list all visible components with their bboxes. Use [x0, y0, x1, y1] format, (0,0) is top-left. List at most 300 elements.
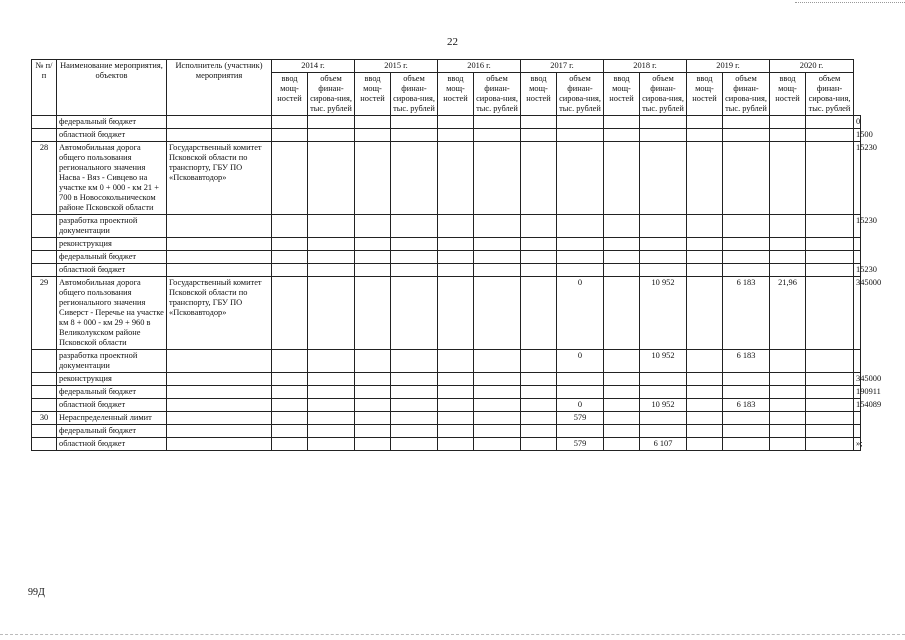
- cell-power: [604, 251, 640, 264]
- subheader-power: ввод мощ-ностей: [272, 73, 308, 116]
- cell-power: [521, 438, 557, 451]
- subheader-power: ввод мощ-ностей: [604, 73, 640, 116]
- scan-edge-bottom: [0, 634, 905, 636]
- cell-power: [521, 386, 557, 399]
- cell-power: [687, 399, 723, 412]
- cell-power: [770, 251, 806, 264]
- subheader-finance: объем финан-сирова-ния, тыс. рублей: [723, 73, 770, 116]
- cell-power: [438, 386, 474, 399]
- cell-power: [770, 264, 806, 277]
- cell-power: [272, 116, 308, 129]
- cell-finance: [308, 116, 355, 129]
- cell-finance: [640, 412, 687, 425]
- cell-finance-2020: 190911: [854, 386, 861, 399]
- cell-power: [438, 215, 474, 238]
- cell-power: [521, 238, 557, 251]
- cell-power: [438, 350, 474, 373]
- cell-finance: [806, 238, 854, 251]
- row-number: [32, 251, 57, 264]
- table-row: [32, 251, 861, 264]
- cell-power: [272, 251, 308, 264]
- cell-finance: [806, 116, 854, 129]
- row-executor: Государственный комитет Псковской области по транспорту, ГБУ ПО «Псковавтодор»: [167, 142, 272, 215]
- cell-power: [604, 116, 640, 129]
- cell-finance: [723, 373, 770, 386]
- subheader-power: ввод мощ-ностей: [355, 73, 391, 116]
- cell-finance: 579: [557, 438, 604, 451]
- cell-power: [272, 277, 308, 350]
- row-name: Нераспределенный лимит: [57, 412, 167, 425]
- cell-finance: [806, 425, 854, 438]
- cell-power: [355, 251, 391, 264]
- row-executor: [167, 238, 272, 251]
- cell-finance: [723, 116, 770, 129]
- header-name: Наименование мероприятия, объектов: [57, 60, 167, 116]
- header-year: 2018 г.: [604, 60, 687, 73]
- cell-power: [604, 438, 640, 451]
- cell-finance: [308, 399, 355, 412]
- cell-finance: [308, 129, 355, 142]
- row-number: [32, 116, 57, 129]
- cell-finance: [474, 251, 521, 264]
- cell-finance: [308, 412, 355, 425]
- row-executor: Государственный комитет Псковской области по транспорту, ГБУ ПО «Псковавтодор»: [167, 277, 272, 350]
- cell-finance: 6 183: [723, 277, 770, 350]
- table-row: [32, 116, 861, 129]
- cell-power: [355, 350, 391, 373]
- cell-power: [355, 277, 391, 350]
- cell-finance: [640, 386, 687, 399]
- cell-finance: 0: [557, 399, 604, 412]
- cell-power: [355, 238, 391, 251]
- header-year: 2019 г.: [687, 60, 770, 73]
- row-name: реконструкция: [57, 373, 167, 386]
- row-name: реконструкция: [57, 238, 167, 251]
- row-executor: [167, 438, 272, 451]
- cell-power: [770, 129, 806, 142]
- table-row: [32, 399, 861, 412]
- cell-power: [687, 264, 723, 277]
- subheader-power: ввод мощ-ностей: [770, 73, 806, 116]
- cell-finance: [557, 425, 604, 438]
- cell-finance: [723, 412, 770, 425]
- header-no: № п/п: [32, 60, 57, 116]
- row-name: федеральный бюджет: [57, 425, 167, 438]
- cell-finance: [474, 142, 521, 215]
- cell-finance: [640, 425, 687, 438]
- row-number: [32, 264, 57, 277]
- cell-power: [355, 215, 391, 238]
- cell-finance: [308, 264, 355, 277]
- cell-power: [521, 373, 557, 386]
- cell-finance: 0: [557, 350, 604, 373]
- header-year: 2015 г.: [355, 60, 438, 73]
- cell-finance: [474, 399, 521, 412]
- subheader-power: ввод мощ-ностей: [521, 73, 557, 116]
- cell-power: [438, 277, 474, 350]
- cell-power: [355, 425, 391, 438]
- cell-finance: [640, 142, 687, 215]
- table-header: [32, 60, 861, 116]
- cell-finance: [474, 129, 521, 142]
- row-executor: [167, 116, 272, 129]
- cell-finance: [308, 238, 355, 251]
- cell-power: [355, 412, 391, 425]
- cell-power: [687, 438, 723, 451]
- cell-finance: [308, 350, 355, 373]
- cell-power: [272, 129, 308, 142]
- cell-finance-2020: [854, 350, 861, 373]
- page-number: 22: [447, 36, 458, 48]
- cell-power: [770, 116, 806, 129]
- cell-finance: [806, 412, 854, 425]
- cell-finance: 10 952: [640, 277, 687, 350]
- subheader-finance: объем финан-сирова-ния, тыс. рублей: [308, 73, 355, 116]
- row-executor: [167, 251, 272, 264]
- subheader-power: ввод мощ-ностей: [687, 73, 723, 116]
- cell-finance-2020: 15230: [854, 264, 861, 277]
- cell-finance: 10 952: [640, 350, 687, 373]
- cell-finance: [308, 438, 355, 451]
- row-number: 29: [32, 277, 57, 350]
- cell-finance: [806, 264, 854, 277]
- row-number: [32, 386, 57, 399]
- cell-power: [272, 386, 308, 399]
- cell-finance: [474, 215, 521, 238]
- cell-finance: [474, 386, 521, 399]
- cell-power: 21,96: [770, 277, 806, 350]
- header-year: 2017 г.: [521, 60, 604, 73]
- row-executor: [167, 129, 272, 142]
- cell-power: [687, 350, 723, 373]
- cell-finance: [723, 238, 770, 251]
- cell-finance: [308, 425, 355, 438]
- cell-finance: [806, 142, 854, 215]
- cell-finance: [806, 251, 854, 264]
- cell-finance: [806, 373, 854, 386]
- cell-power: [438, 142, 474, 215]
- row-name: Автомобильная дорога общего пользования регионального значения Сиверст - Перечье на участке км 8 + 000 - км 29 + 960 в Великолукском районе Псковской области: [57, 277, 167, 350]
- cell-power: [355, 438, 391, 451]
- cell-finance: 6 183: [723, 399, 770, 412]
- cell-power: [521, 399, 557, 412]
- cell-finance: [557, 238, 604, 251]
- row-name: федеральный бюджет: [57, 386, 167, 399]
- cell-finance: [391, 129, 438, 142]
- cell-finance-2020: 345000: [854, 373, 861, 386]
- cell-power: [687, 116, 723, 129]
- cell-finance-2020: [854, 238, 861, 251]
- cell-power: [272, 142, 308, 215]
- cell-power: [604, 129, 640, 142]
- cell-power: [438, 373, 474, 386]
- cell-finance: [557, 373, 604, 386]
- table-row: [32, 350, 861, 373]
- row-name: разработка проектной документации: [57, 215, 167, 238]
- cell-finance: [391, 215, 438, 238]
- row-name: федеральный бюджет: [57, 251, 167, 264]
- cell-power: [521, 277, 557, 350]
- row-executor: [167, 264, 272, 277]
- cell-power: [521, 425, 557, 438]
- cell-power: [687, 386, 723, 399]
- cell-power: [438, 264, 474, 277]
- cell-finance: [391, 142, 438, 215]
- cell-power: [604, 238, 640, 251]
- cell-power: [355, 386, 391, 399]
- cell-power: [272, 412, 308, 425]
- cell-finance: [640, 373, 687, 386]
- table-row: [32, 215, 861, 238]
- cell-finance: [723, 142, 770, 215]
- subheader-finance: объем финан-сирова-ния, тыс. рублей: [806, 73, 854, 116]
- table-row: [32, 142, 861, 215]
- row-name: Автомобильная дорога общего пользования регионального значения Насва - Вяз - Сивцево на участке км 0 + 000 - км 21 + 700 в Новосокольническом районе Псковской области: [57, 142, 167, 215]
- cell-finance: [806, 399, 854, 412]
- cell-power: [604, 277, 640, 350]
- row-number: [32, 438, 57, 451]
- cell-power: [355, 264, 391, 277]
- footer-code: 99Д: [28, 587, 45, 598]
- row-executor: [167, 425, 272, 438]
- cell-power: [438, 129, 474, 142]
- table-row: [32, 238, 861, 251]
- header-year: 2016 г.: [438, 60, 521, 73]
- cell-finance: [723, 215, 770, 238]
- cell-finance: [640, 129, 687, 142]
- cell-finance: [308, 215, 355, 238]
- cell-power: [770, 438, 806, 451]
- cell-power: [438, 238, 474, 251]
- cell-power: [272, 264, 308, 277]
- cell-finance-2020: 1500: [854, 129, 861, 142]
- cell-power: [604, 215, 640, 238]
- cell-finance: [474, 238, 521, 251]
- table-body: [32, 116, 882, 451]
- cell-finance: [806, 438, 854, 451]
- cell-power: [770, 215, 806, 238]
- subheader-finance: объем финан-сирова-ния, тыс. рублей: [474, 73, 521, 116]
- cell-power: [521, 251, 557, 264]
- cell-finance: [723, 129, 770, 142]
- row-number: [32, 238, 57, 251]
- cell-finance: [723, 438, 770, 451]
- cell-finance: [723, 264, 770, 277]
- cell-power: [604, 264, 640, 277]
- cell-finance: [391, 373, 438, 386]
- table-row: [32, 129, 861, 142]
- cell-finance: [557, 264, 604, 277]
- cell-power: [770, 350, 806, 373]
- subheader-finance: объем финан-сирова-ния, тыс. рублей: [557, 73, 604, 116]
- row-number: [32, 129, 57, 142]
- cell-power: [687, 215, 723, 238]
- row-number: [32, 425, 57, 438]
- cell-finance: [308, 251, 355, 264]
- cell-power: [438, 251, 474, 264]
- cell-finance: [640, 116, 687, 129]
- cell-finance: [557, 129, 604, 142]
- cell-power: [272, 238, 308, 251]
- cell-power: [355, 373, 391, 386]
- cell-finance: [474, 264, 521, 277]
- cell-finance: [308, 142, 355, 215]
- table-row: [32, 264, 861, 277]
- cell-power: [438, 116, 474, 129]
- cell-finance: [640, 264, 687, 277]
- cell-power: [604, 373, 640, 386]
- cell-finance: [391, 251, 438, 264]
- cell-power: [604, 412, 640, 425]
- cell-finance: [474, 412, 521, 425]
- table-row: [32, 386, 861, 399]
- cell-power: [687, 412, 723, 425]
- cell-finance-2020: 0: [854, 116, 861, 129]
- subheader-finance: объем финан-сирова-ния, тыс. рублей: [391, 73, 438, 116]
- cell-power: [687, 238, 723, 251]
- cell-finance-2020: 15230: [854, 215, 861, 238]
- row-name: разработка проектной документации: [57, 350, 167, 373]
- subheader-power: ввод мощ-ностей: [438, 73, 474, 116]
- cell-finance: [640, 251, 687, 264]
- cell-power: [272, 399, 308, 412]
- cell-finance: 10 952: [640, 399, 687, 412]
- cell-power: [770, 412, 806, 425]
- cell-finance: [557, 251, 604, 264]
- cell-finance: [640, 215, 687, 238]
- cell-power: [272, 350, 308, 373]
- cell-power: [355, 142, 391, 215]
- cell-power: [521, 412, 557, 425]
- cell-power: [770, 238, 806, 251]
- cell-power: [521, 116, 557, 129]
- cell-finance-2020: [854, 251, 861, 264]
- cell-finance: [474, 438, 521, 451]
- cell-power: [521, 350, 557, 373]
- cell-finance: [557, 142, 604, 215]
- cell-finance: [308, 277, 355, 350]
- cell-finance-2020: [854, 425, 861, 438]
- cell-power: [355, 116, 391, 129]
- table-row: [32, 412, 861, 425]
- cell-power: [604, 142, 640, 215]
- cell-finance: 0: [557, 277, 604, 350]
- cell-finance: [391, 238, 438, 251]
- cell-power: [687, 129, 723, 142]
- cell-finance: 579: [557, 412, 604, 425]
- cell-finance: [723, 386, 770, 399]
- cell-finance-2020: 154089: [854, 399, 861, 412]
- cell-power: [272, 425, 308, 438]
- cell-power: [272, 373, 308, 386]
- cell-power: [521, 142, 557, 215]
- cell-finance: [391, 412, 438, 425]
- row-name: областной бюджет: [57, 129, 167, 142]
- cell-finance: [806, 350, 854, 373]
- row-executor: [167, 350, 272, 373]
- cell-power: [438, 438, 474, 451]
- row-name: областной бюджет: [57, 264, 167, 277]
- row-number: 30: [32, 412, 57, 425]
- cell-power: [687, 425, 723, 438]
- cell-power: [438, 412, 474, 425]
- cell-finance: [806, 215, 854, 238]
- cell-finance-2020: [854, 412, 861, 425]
- row-number: [32, 373, 57, 386]
- row-name: федеральный бюджет: [57, 116, 167, 129]
- cell-power: [604, 399, 640, 412]
- cell-finance: [557, 386, 604, 399]
- cell-finance: [308, 373, 355, 386]
- scan-edge-top: [795, 2, 905, 4]
- cell-power: [604, 350, 640, 373]
- cell-power: [355, 399, 391, 412]
- cell-power: [770, 386, 806, 399]
- cell-finance: 6 183: [723, 350, 770, 373]
- row-executor: [167, 399, 272, 412]
- cell-power: [604, 386, 640, 399]
- cell-finance-2020: 345000: [854, 277, 861, 350]
- cell-power: [687, 251, 723, 264]
- cell-finance: [391, 277, 438, 350]
- cell-finance: [723, 425, 770, 438]
- table-row: [32, 425, 861, 438]
- cell-finance-2020: »;: [854, 438, 861, 451]
- header-executor: Исполнитель (участник) мероприятия: [167, 60, 272, 116]
- cell-finance-2020: 15230: [854, 142, 861, 215]
- cell-finance: [308, 386, 355, 399]
- cell-finance: [806, 386, 854, 399]
- cell-power: [770, 399, 806, 412]
- cell-finance: [474, 116, 521, 129]
- cell-finance: [806, 129, 854, 142]
- cell-power: [770, 373, 806, 386]
- cell-power: [438, 399, 474, 412]
- cell-power: [770, 142, 806, 215]
- table-row: [32, 373, 861, 386]
- row-executor: [167, 386, 272, 399]
- row-number: [32, 350, 57, 373]
- cell-power: [521, 264, 557, 277]
- cell-power: [770, 425, 806, 438]
- cell-power: [521, 215, 557, 238]
- row-number: 28: [32, 142, 57, 215]
- cell-finance: [474, 277, 521, 350]
- cell-finance: [557, 116, 604, 129]
- cell-finance: [391, 399, 438, 412]
- cell-finance: [391, 116, 438, 129]
- cell-finance: [391, 438, 438, 451]
- budget-table: [31, 59, 882, 451]
- cell-finance: [474, 425, 521, 438]
- cell-finance: [391, 425, 438, 438]
- row-name: областной бюджет: [57, 438, 167, 451]
- table-row: [32, 438, 861, 451]
- cell-finance: [640, 238, 687, 251]
- row-number: [32, 215, 57, 238]
- table-row: [32, 277, 861, 350]
- cell-finance: [391, 350, 438, 373]
- cell-finance: 6 107: [640, 438, 687, 451]
- cell-finance: [557, 215, 604, 238]
- cell-power: [521, 129, 557, 142]
- cell-finance: [723, 251, 770, 264]
- row-number: [32, 399, 57, 412]
- cell-power: [355, 129, 391, 142]
- cell-power: [272, 215, 308, 238]
- header-year: 2020 г.: [770, 60, 854, 73]
- cell-finance: [806, 277, 854, 350]
